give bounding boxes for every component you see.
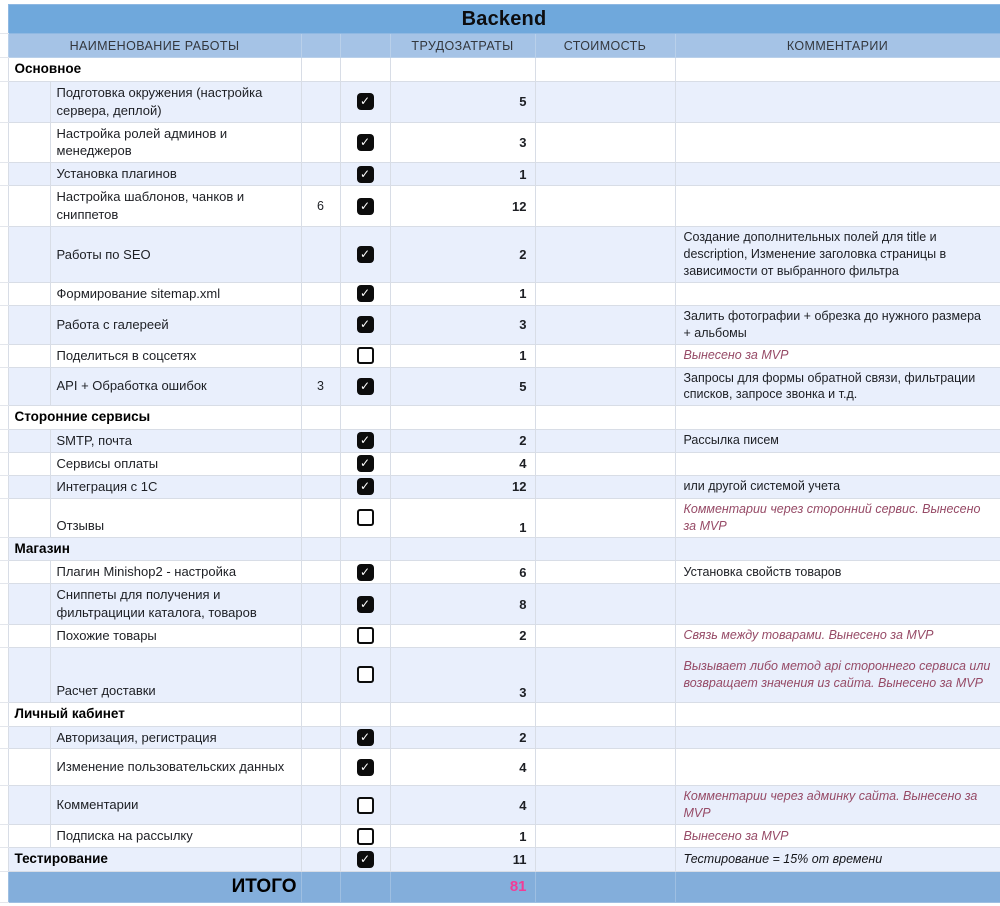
checkbox-cell[interactable] <box>340 452 390 475</box>
effort-cell[interactable]: 3 <box>390 647 535 702</box>
table-row <box>0 647 1000 702</box>
row-gutter <box>0 624 8 647</box>
table-row <box>0 227 1000 283</box>
estimation-table <box>0 4 1000 906</box>
checkbox-checked-icon[interactable]: ✓ <box>357 596 374 613</box>
table-row <box>0 786 1000 825</box>
effort-cell[interactable]: 1 <box>390 498 535 537</box>
indent-cell[interactable] <box>8 429 50 452</box>
comment-cell[interactable] <box>675 537 1000 561</box>
effort-cell[interactable]: 5 <box>390 81 535 122</box>
indent-cell[interactable] <box>8 475 50 498</box>
row-gutter <box>0 584 8 625</box>
sheet-title-row <box>0 5 1000 34</box>
task-name-cell[interactable]: Работы по SEO <box>50 227 301 283</box>
column-header-extra[interactable] <box>301 34 340 58</box>
cost-cell[interactable] <box>535 344 675 367</box>
section-name-cell[interactable]: Основное <box>8 58 301 82</box>
column-header-comments[interactable]: КОММЕНТАРИИ <box>675 34 1000 58</box>
effort-cell[interactable]: 1 <box>390 825 535 848</box>
checkbox-cell[interactable] <box>340 537 390 561</box>
cost-cell[interactable] <box>535 498 675 537</box>
extra-number-cell[interactable]: 3 <box>301 367 340 406</box>
cutoff-row <box>0 902 1000 906</box>
row-gutter <box>0 367 8 406</box>
task-name-cell[interactable]: API + Обработка ошибок <box>50 367 301 406</box>
section-name-cell[interactable]: Магазин <box>8 537 301 561</box>
cost-cell[interactable] <box>535 282 675 305</box>
comment-cell[interactable]: или другой системой учета <box>675 475 1000 498</box>
comment-cell[interactable]: Вынесено за MVP <box>675 825 1000 848</box>
extra-number-cell[interactable] <box>301 825 340 848</box>
checkbox-cell[interactable] <box>340 825 390 848</box>
extra-number-cell[interactable] <box>301 406 340 430</box>
cost-cell[interactable] <box>535 58 675 82</box>
checkbox-cell[interactable] <box>340 367 390 406</box>
task-name-cell[interactable]: Отзывы <box>50 498 301 537</box>
cost-cell[interactable] <box>535 452 675 475</box>
effort-cell[interactable]: 4 <box>390 452 535 475</box>
row-gutter <box>0 305 8 344</box>
row-gutter <box>0 282 8 305</box>
extra-number-cell[interactable] <box>301 227 340 283</box>
table-row <box>0 282 1000 305</box>
checkbox-cell[interactable] <box>340 282 390 305</box>
indent-cell[interactable] <box>8 163 50 186</box>
comment-cell[interactable]: Создание дополнительных полей для title и description, Изменение заголовка страницы в зависимости от выбранного фильтра <box>675 227 1000 283</box>
cost-cell[interactable] <box>535 122 675 163</box>
comment-cell[interactable]: Вынесено за MVP <box>675 344 1000 367</box>
column-header-effort[interactable]: ТРУДОЗАТРАТЫ <box>390 34 535 58</box>
checkbox-checked-icon[interactable]: ✓ <box>357 759 374 776</box>
cost-cell[interactable] <box>535 163 675 186</box>
extra-number-cell[interactable]: 6 <box>301 186 340 227</box>
effort-cell[interactable]: 5 <box>390 367 535 406</box>
extra-number-cell[interactable] <box>301 475 340 498</box>
effort-cell[interactable]: 2 <box>390 624 535 647</box>
row-gutter <box>0 452 8 475</box>
task-name-cell[interactable]: Поделиться в соцсетях <box>50 344 301 367</box>
comment-cell[interactable]: Комментарии через сторонний сервис. Вынесено за MVP <box>675 498 1000 537</box>
row-gutter <box>0 186 8 227</box>
checkbox-cell[interactable] <box>340 227 390 283</box>
cost-cell[interactable] <box>535 786 675 825</box>
extra-number-cell[interactable] <box>301 749 340 786</box>
checkbox-cell[interactable] <box>340 624 390 647</box>
comment-cell[interactable]: Вызывает либо метод api стороннего сервиса или возвращает значения из сайта. Вынесено за MVP <box>675 647 1000 702</box>
extra-number-cell[interactable] <box>301 282 340 305</box>
checkbox-unchecked-icon[interactable] <box>357 797 374 814</box>
cost-cell[interactable] <box>535 647 675 702</box>
task-name-cell[interactable]: Установка плагинов <box>50 163 301 186</box>
extra-number-cell[interactable] <box>301 584 340 625</box>
extra-number-cell[interactable] <box>301 624 340 647</box>
table-row <box>0 163 1000 186</box>
task-name-cell[interactable]: SMTP, почта <box>50 429 301 452</box>
checkbox-cell[interactable] <box>340 786 390 825</box>
cost-cell[interactable] <box>535 624 675 647</box>
checkbox-unchecked-icon[interactable] <box>357 666 374 683</box>
task-name-cell[interactable]: Похожие товары <box>50 624 301 647</box>
comment-cell[interactable]: Связь между товарами. Вынесено за MVP <box>675 624 1000 647</box>
table-row <box>0 498 1000 537</box>
row-gutter <box>0 647 8 702</box>
cost-cell[interactable] <box>535 702 675 726</box>
table-row <box>0 344 1000 367</box>
indent-cell[interactable] <box>8 282 50 305</box>
row-gutter <box>0 498 8 537</box>
checkbox-checked-icon[interactable]: ✓ <box>357 285 374 302</box>
cost-cell[interactable] <box>535 584 675 625</box>
effort-cell[interactable]: 1 <box>390 344 535 367</box>
indent-cell[interactable] <box>8 749 50 786</box>
cost-cell[interactable] <box>535 367 675 406</box>
cost-cell[interactable] <box>535 848 675 872</box>
table-body <box>0 58 1000 906</box>
table-row <box>0 186 1000 227</box>
task-name-cell[interactable]: Комментарии <box>50 786 301 825</box>
comment-cell[interactable]: Залить фотографии + обрезка до нужного размера + альбомы <box>675 305 1000 344</box>
extra-number-cell[interactable] <box>301 452 340 475</box>
task-name-cell[interactable]: Работа с галереей <box>50 305 301 344</box>
table-row <box>0 429 1000 452</box>
row-gutter <box>0 58 8 82</box>
row-gutter <box>0 227 8 283</box>
cost-cell[interactable] <box>535 305 675 344</box>
checkbox-checked-icon[interactable]: ✓ <box>357 478 374 495</box>
comment-cell[interactable]: Рассылка писем <box>675 429 1000 452</box>
task-name-cell[interactable]: Сервисы оплаты <box>50 452 301 475</box>
cost-cell[interactable] <box>535 825 675 848</box>
comment-cell[interactable] <box>675 452 1000 475</box>
effort-cell[interactable]: 4 <box>390 749 535 786</box>
row-gutter <box>0 825 8 848</box>
section-row <box>0 58 1000 82</box>
indent-cell[interactable] <box>8 825 50 848</box>
checkbox-cell[interactable] <box>340 584 390 625</box>
task-name-cell[interactable]: Изменение пользовательских данных <box>50 749 301 786</box>
indent-cell[interactable] <box>8 344 50 367</box>
comment-cell[interactable]: Тестирование = 15% от времени <box>675 848 1000 872</box>
comment-cell[interactable] <box>675 122 1000 163</box>
row-gutter <box>0 702 8 726</box>
indent-cell[interactable] <box>8 227 50 283</box>
table-row <box>0 624 1000 647</box>
indent-cell[interactable] <box>8 122 50 163</box>
section-name-cell[interactable]: Личный кабинет <box>8 702 301 726</box>
comment-cell[interactable] <box>675 749 1000 786</box>
indent-cell[interactable] <box>8 452 50 475</box>
task-name-cell[interactable]: Настройка ролей админов и менеджеров <box>50 122 301 163</box>
table-row <box>0 848 1000 872</box>
task-name-cell[interactable]: Интеграция с 1С <box>50 475 301 498</box>
checkbox-checked-icon[interactable]: ✓ <box>357 564 374 581</box>
extra-number-cell[interactable] <box>301 848 340 872</box>
row-gutter <box>0 5 8 34</box>
indent-cell[interactable] <box>8 186 50 227</box>
checkbox-checked-icon[interactable]: ✓ <box>357 134 374 151</box>
extra-number-cell[interactable] <box>301 702 340 726</box>
indent-cell[interactable] <box>8 81 50 122</box>
indent-cell[interactable] <box>8 561 50 584</box>
row-gutter <box>0 726 8 749</box>
checkbox-cell[interactable] <box>340 122 390 163</box>
effort-cell[interactable]: 4 <box>390 786 535 825</box>
section-row <box>0 537 1000 561</box>
task-name-cell[interactable]: Авторизация, регистрация <box>50 726 301 749</box>
section-name-cell[interactable]: Сторонние сервисы <box>8 406 301 430</box>
effort-cell[interactable] <box>390 702 535 726</box>
effort-cell[interactable] <box>390 58 535 82</box>
extra-number-cell[interactable] <box>301 726 340 749</box>
checkbox-cell[interactable] <box>340 702 390 726</box>
effort-cell[interactable]: 12 <box>390 186 535 227</box>
comment-cell[interactable] <box>675 406 1000 430</box>
extra-number-cell[interactable] <box>301 429 340 452</box>
effort-cell[interactable]: 12 <box>390 475 535 498</box>
row-gutter <box>0 561 8 584</box>
checkbox-cell[interactable] <box>340 498 390 537</box>
page-title[interactable]: Backend <box>8 5 1000 34</box>
table-row <box>0 726 1000 749</box>
checkbox-cell[interactable] <box>340 475 390 498</box>
checkbox-cell[interactable] <box>340 58 390 82</box>
checkbox-cell[interactable] <box>340 186 390 227</box>
checkbox-checked-icon[interactable]: ✓ <box>357 316 374 333</box>
comment-cell[interactable] <box>675 871 1000 902</box>
indent-cell[interactable] <box>8 498 50 537</box>
row-gutter <box>0 163 8 186</box>
comment-cell[interactable]: Комментарии через админку сайта. Вынесено за MVP <box>675 786 1000 825</box>
cost-cell[interactable] <box>535 537 675 561</box>
indent-cell[interactable] <box>8 584 50 625</box>
checkbox-cell[interactable] <box>340 561 390 584</box>
checkbox-cell[interactable] <box>340 406 390 430</box>
checkbox-unchecked-icon[interactable] <box>357 828 374 845</box>
extra-number-cell[interactable] <box>301 498 340 537</box>
section-row <box>0 702 1000 726</box>
checkbox-cell[interactable] <box>340 726 390 749</box>
table-row <box>0 81 1000 122</box>
cost-cell[interactable] <box>535 749 675 786</box>
effort-cell[interactable]: 6 <box>390 561 535 584</box>
task-name-cell[interactable]: Подготовка окружения (настройка сервера, деплой) <box>50 81 301 122</box>
comment-cell[interactable] <box>675 81 1000 122</box>
indent-cell[interactable] <box>8 367 50 406</box>
table-row <box>0 452 1000 475</box>
row-gutter <box>0 122 8 163</box>
indent-cell[interactable] <box>8 726 50 749</box>
checkbox-checked-icon[interactable]: ✓ <box>357 729 374 746</box>
checkbox-checked-icon[interactable]: ✓ <box>357 378 374 395</box>
table-row <box>0 825 1000 848</box>
comment-cell[interactable] <box>675 282 1000 305</box>
comment-cell[interactable] <box>675 186 1000 227</box>
checkbox-cell[interactable] <box>340 163 390 186</box>
row-gutter <box>0 475 8 498</box>
table-row <box>0 475 1000 498</box>
extra-number-cell[interactable] <box>301 537 340 561</box>
column-header-checkbox[interactable] <box>340 34 390 58</box>
row-gutter <box>0 786 8 825</box>
row-gutter <box>0 871 8 902</box>
effort-cell[interactable]: 11 <box>390 848 535 872</box>
checkbox-cell[interactable] <box>340 81 390 122</box>
row-gutter <box>0 344 8 367</box>
task-name-cell[interactable]: Расчет доставки <box>50 647 301 702</box>
effort-cell[interactable]: 81 <box>390 871 535 902</box>
checkbox-checked-icon[interactable]: ✓ <box>357 198 374 215</box>
indent-cell[interactable] <box>8 786 50 825</box>
section-row <box>0 406 1000 430</box>
section-name-cell[interactable]: Тестирование <box>8 848 301 872</box>
extra-number-cell[interactable] <box>301 871 340 902</box>
task-name-cell[interactable]: Плагин Minishop2 - настройка <box>50 561 301 584</box>
checkbox-checked-icon[interactable]: ✓ <box>357 246 374 263</box>
table-row <box>0 584 1000 625</box>
row-gutter <box>0 429 8 452</box>
effort-cell[interactable]: 8 <box>390 584 535 625</box>
comment-cell[interactable]: Установка свойств товаров <box>675 561 1000 584</box>
table-row <box>0 122 1000 163</box>
comment-cell[interactable] <box>675 163 1000 186</box>
cost-cell[interactable] <box>535 726 675 749</box>
comment-cell[interactable]: Запросы для формы обратной связи, фильтрации списков, запросе звонка и т.д. <box>675 367 1000 406</box>
column-header-name[interactable]: НАИМЕНОВАНИЕ РАБОТЫ <box>8 34 301 58</box>
checkbox-cell[interactable] <box>340 871 390 902</box>
checkbox-cell[interactable] <box>340 429 390 452</box>
cost-cell[interactable] <box>535 227 675 283</box>
checkbox-cell[interactable] <box>340 305 390 344</box>
extra-number-cell[interactable] <box>301 81 340 122</box>
effort-cell[interactable]: 3 <box>390 305 535 344</box>
checkbox-checked-icon[interactable]: ✓ <box>357 455 374 472</box>
indent-cell[interactable] <box>8 647 50 702</box>
effort-cell[interactable] <box>390 537 535 561</box>
comment-cell[interactable] <box>675 702 1000 726</box>
extra-number-cell[interactable] <box>301 305 340 344</box>
checkbox-checked-icon[interactable]: ✓ <box>357 93 374 110</box>
effort-cell[interactable]: 2 <box>390 726 535 749</box>
task-name-cell[interactable]: Сниппеты для получения и фильтрациции каталога, товаров <box>50 584 301 625</box>
effort-cell[interactable]: 2 <box>390 429 535 452</box>
effort-cell[interactable] <box>390 406 535 430</box>
row-gutter <box>0 81 8 122</box>
effort-cell[interactable]: 1 <box>390 282 535 305</box>
checkbox-cell[interactable] <box>340 344 390 367</box>
checkbox-cell[interactable] <box>340 647 390 702</box>
comment-cell[interactable] <box>675 584 1000 625</box>
checkbox-checked-icon[interactable]: ✓ <box>357 166 374 183</box>
indent-cell[interactable] <box>8 624 50 647</box>
checkbox-checked-icon[interactable]: ✓ <box>357 432 374 449</box>
cost-cell[interactable] <box>535 81 675 122</box>
checkbox-unchecked-icon[interactable] <box>357 509 374 526</box>
extra-number-cell[interactable] <box>301 786 340 825</box>
task-name-cell[interactable]: Формирование sitemap.xml <box>50 282 301 305</box>
comment-cell[interactable] <box>675 726 1000 749</box>
total-label-cell[interactable]: ИТОГО <box>8 871 301 902</box>
cost-cell[interactable] <box>535 475 675 498</box>
cost-cell[interactable] <box>535 561 675 584</box>
extra-number-cell[interactable] <box>301 163 340 186</box>
checkbox-checked-icon[interactable]: ✓ <box>357 851 374 868</box>
row-gutter <box>0 34 8 58</box>
row-gutter <box>0 749 8 786</box>
row-gutter <box>0 406 8 430</box>
row-gutter <box>0 848 8 872</box>
effort-cell[interactable]: 1 <box>390 163 535 186</box>
extra-number-cell[interactable] <box>301 647 340 702</box>
table-row <box>0 561 1000 584</box>
table-row <box>0 367 1000 406</box>
checkbox-cell[interactable] <box>340 749 390 786</box>
column-header-cost[interactable]: СТОИМОСТЬ <box>535 34 675 58</box>
extra-number-cell[interactable] <box>301 122 340 163</box>
checkbox-unchecked-icon[interactable] <box>357 627 374 644</box>
cost-cell[interactable] <box>535 871 675 902</box>
extra-number-cell[interactable] <box>301 344 340 367</box>
total-row <box>0 871 1000 902</box>
comment-cell[interactable] <box>675 58 1000 82</box>
checkbox-cell[interactable] <box>340 848 390 872</box>
extra-number-cell[interactable] <box>301 561 340 584</box>
effort-cell[interactable]: 2 <box>390 227 535 283</box>
table-row <box>0 305 1000 344</box>
column-header-row <box>0 34 1000 58</box>
row-gutter <box>0 537 8 561</box>
effort-cell[interactable]: 3 <box>390 122 535 163</box>
indent-cell[interactable] <box>8 305 50 344</box>
cost-cell[interactable] <box>535 429 675 452</box>
checkbox-unchecked-icon[interactable] <box>357 347 374 364</box>
task-name-cell[interactable]: Подписка на рассылку <box>50 825 301 848</box>
extra-number-cell[interactable] <box>301 58 340 82</box>
task-name-cell[interactable]: Настройка шаблонов, чанков и сниппетов <box>50 186 301 227</box>
cost-cell[interactable] <box>535 406 675 430</box>
cutoff-cell <box>0 902 1000 906</box>
cost-cell[interactable] <box>535 186 675 227</box>
table-row <box>0 749 1000 786</box>
